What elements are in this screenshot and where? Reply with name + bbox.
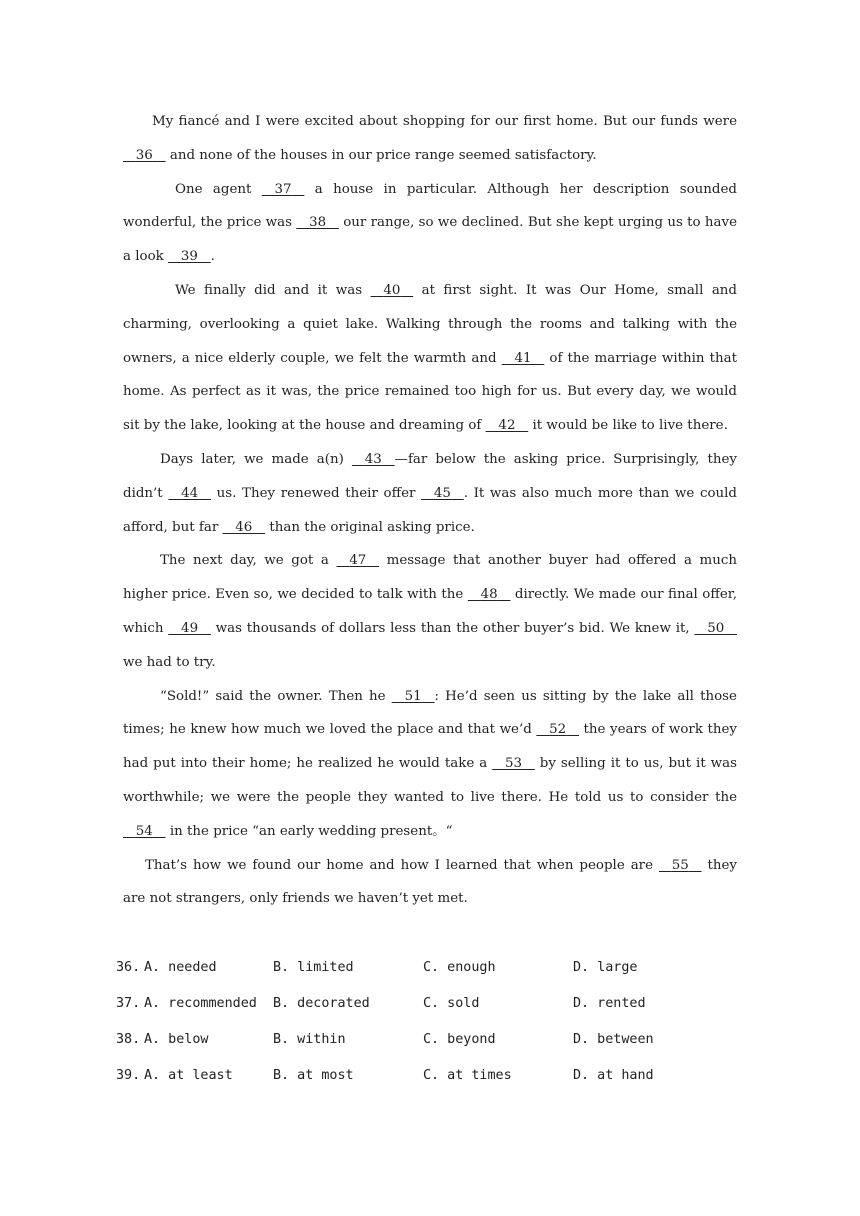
passage-text: we had to try.: [123, 654, 216, 670]
option-c: C. at times: [423, 1068, 512, 1083]
passage-text: That’s how we found our home and how I learned that when people are: [145, 857, 659, 873]
blank-47: [336, 544, 379, 578]
passage-text: of the marriage within that home. As perfect as it was, the price remained too high for us. But every day, we would sit by the lake, looking at the house and dreaming of: [123, 350, 737, 434]
passage-paragraph: [123, 173, 737, 274]
answer-options: [116, 950, 756, 1094]
blank-50: [694, 612, 737, 646]
passage-text: We finally did and it was: [175, 282, 371, 298]
passage-text: Days later, we made a(n): [160, 451, 352, 467]
blank-number: 45: [433, 485, 451, 501]
passage-text: by selling it to us, but it was worthwhile; we were the people they wanted to live there. He told us to consider the: [123, 756, 737, 805]
blank-number: 50: [707, 620, 725, 636]
passage-paragraph: [123, 544, 737, 679]
blank-number: 49: [181, 620, 199, 636]
option-a: A. at least: [144, 1068, 233, 1083]
blank-number: 54: [135, 823, 153, 839]
cloze-passage: [123, 105, 737, 916]
blank-51: [392, 680, 435, 714]
passage-text: was thousands of dollars less than the other buyer’s bid. We knew it,: [210, 620, 695, 636]
blank-number: 52: [549, 722, 567, 738]
option-b: B. within: [273, 1032, 346, 1047]
blank-41: [502, 342, 545, 376]
passage-text: . It was also much more than we could afford, but far: [123, 485, 737, 535]
blank-45: [421, 477, 464, 511]
option-d: D. at hand: [573, 1068, 654, 1083]
question-number: 36.: [116, 960, 141, 975]
passage-text: us. They renewed their offer: [210, 485, 422, 501]
passage-text: —far below the asking price. Surprisingly, they didn’t: [123, 451, 737, 501]
option-b: B. limited: [273, 960, 354, 975]
blank-55: [659, 849, 702, 883]
blank-number: 44: [181, 485, 199, 501]
blank-number: 37: [274, 181, 292, 197]
option-c: C. sold: [423, 996, 480, 1011]
passage-text: they are not strangers, only friends we haven’t yet met.: [123, 857, 737, 907]
blank-number: 40: [383, 282, 401, 298]
option-b: B. decorated: [273, 996, 370, 1011]
blank-number: 47: [349, 553, 367, 569]
blank-49: [168, 612, 211, 646]
option-d: D. large: [573, 960, 638, 975]
blank-52: [536, 713, 579, 747]
blank-38: [296, 206, 339, 240]
passage-text: our range, so we declined. But she kept urging us to have a look: [123, 215, 737, 265]
blank-number: 55: [671, 857, 689, 873]
blank-number: 46: [235, 519, 253, 535]
blank-number: 39: [180, 249, 198, 265]
passage-text: a house in particular. Although her description sounded wonderful, the price was: [123, 181, 737, 231]
blank-44: [168, 477, 211, 511]
passage-text: .: [210, 249, 215, 265]
passage-text: message that another buyer had offered a much higher price. Even so, we decided to talk with the: [123, 553, 737, 603]
question-36-options: [116, 950, 756, 986]
blank-37: [262, 173, 305, 207]
passage-text: “Sold!” said the owner. Then he: [160, 688, 392, 704]
blank-number: 42: [498, 418, 516, 434]
passage-text: My fiancé and I were excited about shopping for our first home. But our funds were: [152, 114, 737, 129]
passage-text: and none of the houses in our price range seemed satisfactory.: [165, 147, 597, 163]
question-number: 38.: [116, 1032, 141, 1047]
blank-number: 43: [364, 451, 382, 467]
blank-46: [222, 511, 265, 545]
passage-text: it would be like to live there.: [528, 418, 728, 434]
passage-text: at first sight. It was Our Home, small and charming, overlooking a quiet lake. Walking through the rooms and talking with the owners, a nice elderly couple, we felt the warmth and: [123, 282, 737, 366]
question-38-options: [116, 1022, 756, 1058]
passage-text: than the original asking price.: [265, 519, 475, 535]
passage-paragraph: [123, 105, 737, 173]
question-number: 39.: [116, 1068, 141, 1083]
blank-number: 38: [309, 215, 327, 231]
blank-48: [468, 578, 511, 612]
option-a: A. needed: [144, 960, 217, 975]
blank-39: [168, 240, 211, 274]
option-a: A. below: [144, 1032, 209, 1047]
passage-paragraph: [123, 443, 737, 544]
passage-text: the years of work they had put into their home; he realized he would take a: [123, 722, 737, 772]
blank-43: [352, 443, 395, 477]
question-37-options: [116, 986, 756, 1022]
passage-paragraph: [123, 680, 737, 849]
blank-number: 48: [480, 587, 498, 603]
question-39-options: [116, 1058, 756, 1094]
question-number: 37.: [116, 996, 141, 1011]
passage-paragraph: [123, 274, 737, 443]
passage-text: directly. We made our final offer, which: [123, 587, 737, 636]
blank-36: [123, 139, 166, 173]
blank-number: 36: [135, 147, 153, 163]
option-c: C. beyond: [423, 1032, 496, 1047]
passage-text: in the price “an early wedding present。“: [165, 823, 453, 839]
blank-54: [123, 815, 166, 849]
passage-text: The next day, we got a: [160, 553, 337, 569]
blank-40: [371, 274, 414, 308]
option-b: B. at most: [273, 1068, 354, 1083]
blank-53: [492, 747, 535, 781]
option-d: D. rented: [573, 996, 646, 1011]
passage-text: One agent: [175, 181, 262, 197]
blank-number: 51: [404, 688, 422, 704]
passage-paragraph: [123, 849, 737, 917]
option-d: D. between: [573, 1032, 654, 1047]
blank-42: [486, 409, 529, 443]
blank-number: 41: [514, 350, 532, 366]
option-a: A. recommended: [144, 996, 257, 1011]
option-c: C. enough: [423, 960, 496, 975]
passage-text: : He’d seen us sitting by the lake all those times; he knew how much we loved the place and that we’d: [123, 688, 737, 738]
blank-number: 53: [504, 756, 523, 772]
